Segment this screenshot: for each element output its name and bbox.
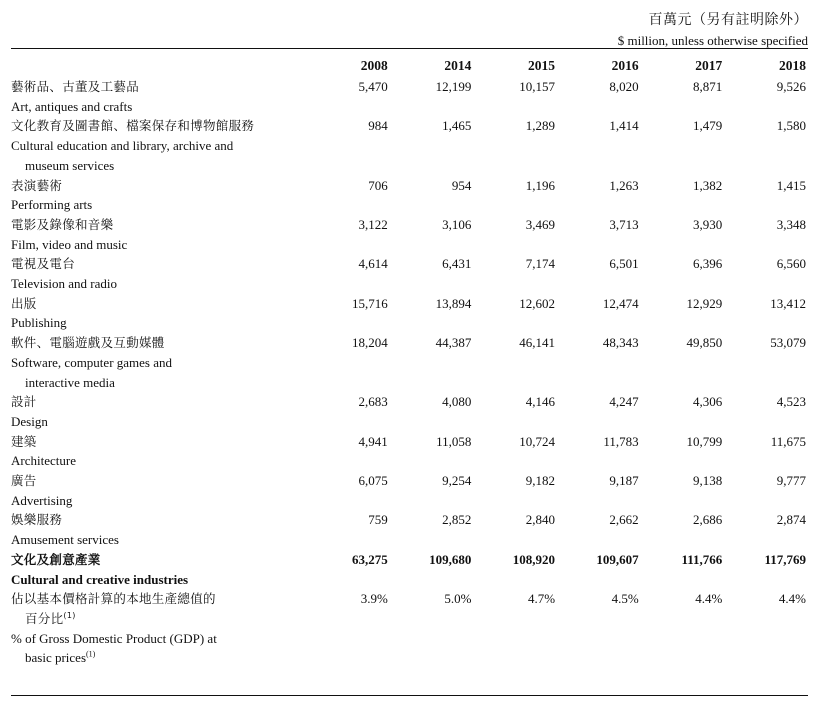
row-label-chinese-cont: 百分比$^{(1)}$ bbox=[25, 610, 76, 626]
value-cell: 46,141 bbox=[519, 335, 556, 351]
value-cell: 3,713 bbox=[609, 216, 639, 232]
value-cell: 984 bbox=[368, 118, 388, 134]
value-cell: 4.4% bbox=[778, 591, 806, 607]
value-cell: 1,289 bbox=[525, 118, 556, 134]
value-cell: 18,204 bbox=[352, 335, 388, 351]
year-header: 2014 bbox=[444, 58, 472, 73]
value-cell: 11,783 bbox=[603, 433, 639, 449]
value-cell: 9,254 bbox=[442, 473, 472, 489]
row-label bbox=[11, 510, 306, 549]
value-cell: 6,501 bbox=[609, 256, 639, 272]
row-label bbox=[11, 471, 306, 510]
value-cell: 4,523 bbox=[776, 394, 806, 410]
value-cell: 11,675 bbox=[770, 433, 806, 449]
row-label-english: Cultural and creative industries bbox=[11, 571, 189, 587]
value-cell: 13,412 bbox=[770, 295, 806, 311]
value-cell: 8,871 bbox=[693, 79, 723, 94]
header-label-cell bbox=[11, 55, 306, 77]
row-label-chinese: 出版 bbox=[11, 295, 37, 311]
value-cell: 15,716 bbox=[352, 295, 388, 311]
value-cell: 2,852 bbox=[442, 512, 472, 528]
value-cell: 6,396 bbox=[693, 256, 723, 272]
value-cell: 4.5% bbox=[611, 591, 639, 607]
row-label-english: Publishing bbox=[11, 315, 67, 331]
table-row bbox=[11, 254, 808, 293]
total-row bbox=[11, 550, 808, 589]
row-label-chinese: 電影及錄像和音樂 bbox=[11, 216, 114, 232]
row-label-chinese: 建築 bbox=[11, 433, 37, 449]
table-row bbox=[11, 116, 808, 175]
value-cell: 12,602 bbox=[519, 295, 556, 311]
row-label-english: Amusement services bbox=[11, 532, 119, 548]
row-label bbox=[11, 294, 306, 333]
value-cell: 954 bbox=[451, 177, 472, 193]
table-row bbox=[11, 294, 808, 333]
value-cell: 108,920 bbox=[512, 551, 556, 567]
table-row bbox=[11, 432, 808, 471]
row-label-english-cont: museum services bbox=[25, 157, 115, 173]
value-cell: 109,680 bbox=[429, 551, 472, 567]
row-label-chinese: 電視及電台 bbox=[11, 256, 76, 272]
row-label bbox=[11, 333, 306, 392]
value-cell: 1,414 bbox=[609, 118, 639, 134]
value-cell: 1,479 bbox=[693, 118, 723, 134]
value-cell: 3,122 bbox=[358, 216, 388, 232]
unit-note-english: $ million, unless otherwise specified bbox=[617, 33, 808, 48]
value-cell: 6,560 bbox=[776, 256, 806, 272]
value-cell: 10,799 bbox=[686, 433, 723, 449]
value-cell: 9,777 bbox=[776, 473, 806, 489]
row-label-english: Advertising bbox=[11, 492, 73, 508]
value-cell: 1,580 bbox=[776, 118, 806, 134]
value-cell: 13,894 bbox=[435, 295, 472, 311]
table-row bbox=[11, 77, 808, 116]
footnote-marker: (1) bbox=[86, 650, 96, 660]
row-label-english: Architecture bbox=[11, 453, 76, 469]
gdp-share-row bbox=[11, 589, 808, 668]
table-row bbox=[11, 215, 808, 254]
value-cell: 48,343 bbox=[602, 335, 639, 351]
row-label-chinese: 設計 bbox=[11, 394, 37, 410]
value-cell: 12,199 bbox=[435, 79, 472, 94]
row-label bbox=[11, 392, 306, 431]
row-label bbox=[11, 176, 306, 215]
value-cell: 4,941 bbox=[358, 433, 388, 449]
value-cell: 4,614 bbox=[358, 256, 388, 272]
row-label-chinese: 佔以基本價格計算的本地生產總值的 bbox=[11, 591, 216, 607]
value-cell: 11,058 bbox=[436, 433, 472, 449]
year-header: 2017 bbox=[695, 58, 723, 73]
table-row bbox=[11, 471, 808, 510]
row-label-english-cont: basic prices$^{(1)}$ bbox=[25, 650, 96, 666]
unit-note-chinese: 百萬元（另有註明除外） bbox=[648, 13, 808, 28]
value-cell: 4,080 bbox=[442, 394, 472, 410]
value-cell: 5.0% bbox=[444, 591, 472, 607]
value-cell: 759 bbox=[368, 512, 388, 528]
value-cell: 4.4% bbox=[695, 591, 723, 607]
table-row bbox=[11, 510, 808, 549]
value-cell: 4.7% bbox=[527, 591, 556, 607]
value-cell: 9,526 bbox=[776, 79, 806, 94]
value-cell: 53,079 bbox=[770, 335, 806, 351]
table-row bbox=[11, 392, 808, 431]
value-cell: 3,469 bbox=[525, 216, 556, 232]
year-header: 2015 bbox=[528, 58, 556, 73]
row-label-chinese: 藝術品、古董及工藝品 bbox=[11, 79, 140, 94]
value-cell: 111,766 bbox=[681, 551, 723, 567]
value-cell: 10,157 bbox=[519, 79, 556, 94]
value-cell: 44,387 bbox=[435, 335, 472, 351]
value-cell: 3,930 bbox=[693, 216, 723, 232]
value-cell: 2,840 bbox=[525, 512, 556, 528]
row-label-english: Cultural education and library, archive and bbox=[11, 138, 234, 154]
value-cell: 49,850 bbox=[686, 335, 723, 351]
table-row bbox=[11, 176, 808, 215]
row-label-chinese: 文化教育及圖書館、檔案保存和博物館服務 bbox=[11, 118, 255, 134]
value-cell: 3.9% bbox=[360, 591, 388, 607]
row-label-chinese: 軟件、電腦遊戲及互動媒體 bbox=[11, 335, 165, 351]
value-cell: 9,138 bbox=[693, 473, 723, 489]
row-label-english-cont: interactive media bbox=[25, 374, 115, 390]
cultural-industries-table bbox=[11, 55, 808, 668]
value-cell: 6,431 bbox=[442, 256, 472, 272]
row-label bbox=[11, 432, 306, 471]
row-label bbox=[11, 116, 306, 175]
bottom-rule bbox=[11, 695, 808, 696]
value-cell: 4,247 bbox=[609, 394, 639, 410]
row-label-chinese: 文化及創意產業 bbox=[11, 551, 101, 567]
value-cell: 1,382 bbox=[693, 177, 723, 193]
value-cell: 2,662 bbox=[609, 512, 639, 528]
top-rule bbox=[11, 48, 808, 49]
row-label-english: Design bbox=[11, 413, 48, 429]
value-cell: 12,929 bbox=[686, 295, 723, 311]
table-row bbox=[11, 333, 808, 392]
value-cell: 63,275 bbox=[352, 551, 388, 567]
year-header: 2008 bbox=[360, 58, 388, 73]
row-label bbox=[11, 550, 306, 589]
row-label bbox=[11, 77, 306, 116]
value-cell: 2,683 bbox=[358, 394, 388, 410]
header-row bbox=[11, 55, 808, 77]
value-cell: 7,174 bbox=[525, 256, 556, 272]
row-label-chinese: 娛樂服務 bbox=[11, 512, 63, 528]
value-cell: 3,348 bbox=[776, 216, 806, 232]
value-cell: 9,182 bbox=[525, 473, 556, 489]
value-cell: 8,020 bbox=[609, 79, 639, 94]
value-cell: 6,075 bbox=[358, 473, 388, 489]
footnote-marker: (1) bbox=[63, 610, 76, 620]
row-label-english: Film, video and music bbox=[11, 236, 128, 252]
row-label-english: Performing arts bbox=[11, 197, 93, 213]
row-label-english: Television and radio bbox=[11, 276, 117, 292]
value-cell: 3,106 bbox=[442, 216, 472, 232]
value-cell: 4,306 bbox=[693, 394, 723, 410]
value-cell: 109,607 bbox=[596, 551, 639, 567]
row-label bbox=[11, 215, 306, 254]
value-cell: 12,474 bbox=[602, 295, 639, 311]
value-cell: 4,146 bbox=[525, 394, 556, 410]
year-header: 2016 bbox=[611, 58, 639, 73]
value-cell: 1,465 bbox=[442, 118, 472, 134]
value-cell: 1,263 bbox=[609, 177, 639, 193]
value-cell: 10,724 bbox=[519, 433, 556, 449]
row-label-chinese: 廣告 bbox=[11, 473, 37, 489]
value-cell: 2,874 bbox=[776, 512, 806, 528]
row-label-english: % of Gross Domestic Product (GDP) at bbox=[11, 630, 217, 646]
value-cell: 1,196 bbox=[525, 177, 556, 193]
value-cell: 117,769 bbox=[764, 551, 806, 567]
value-cell: 5,470 bbox=[358, 79, 388, 94]
year-header: 2018 bbox=[779, 58, 806, 73]
value-cell: 1,415 bbox=[776, 177, 806, 193]
row-label bbox=[11, 589, 306, 668]
value-cell: 706 bbox=[368, 177, 388, 193]
row-label-chinese: 表演藝術 bbox=[11, 177, 63, 193]
value-cell: 9,187 bbox=[609, 473, 639, 489]
value-cell: 2,686 bbox=[693, 512, 723, 528]
row-label-english: Art, antiques and crafts bbox=[11, 98, 133, 114]
row-label-english: Software, computer games and bbox=[11, 354, 173, 370]
row-label bbox=[11, 254, 306, 293]
